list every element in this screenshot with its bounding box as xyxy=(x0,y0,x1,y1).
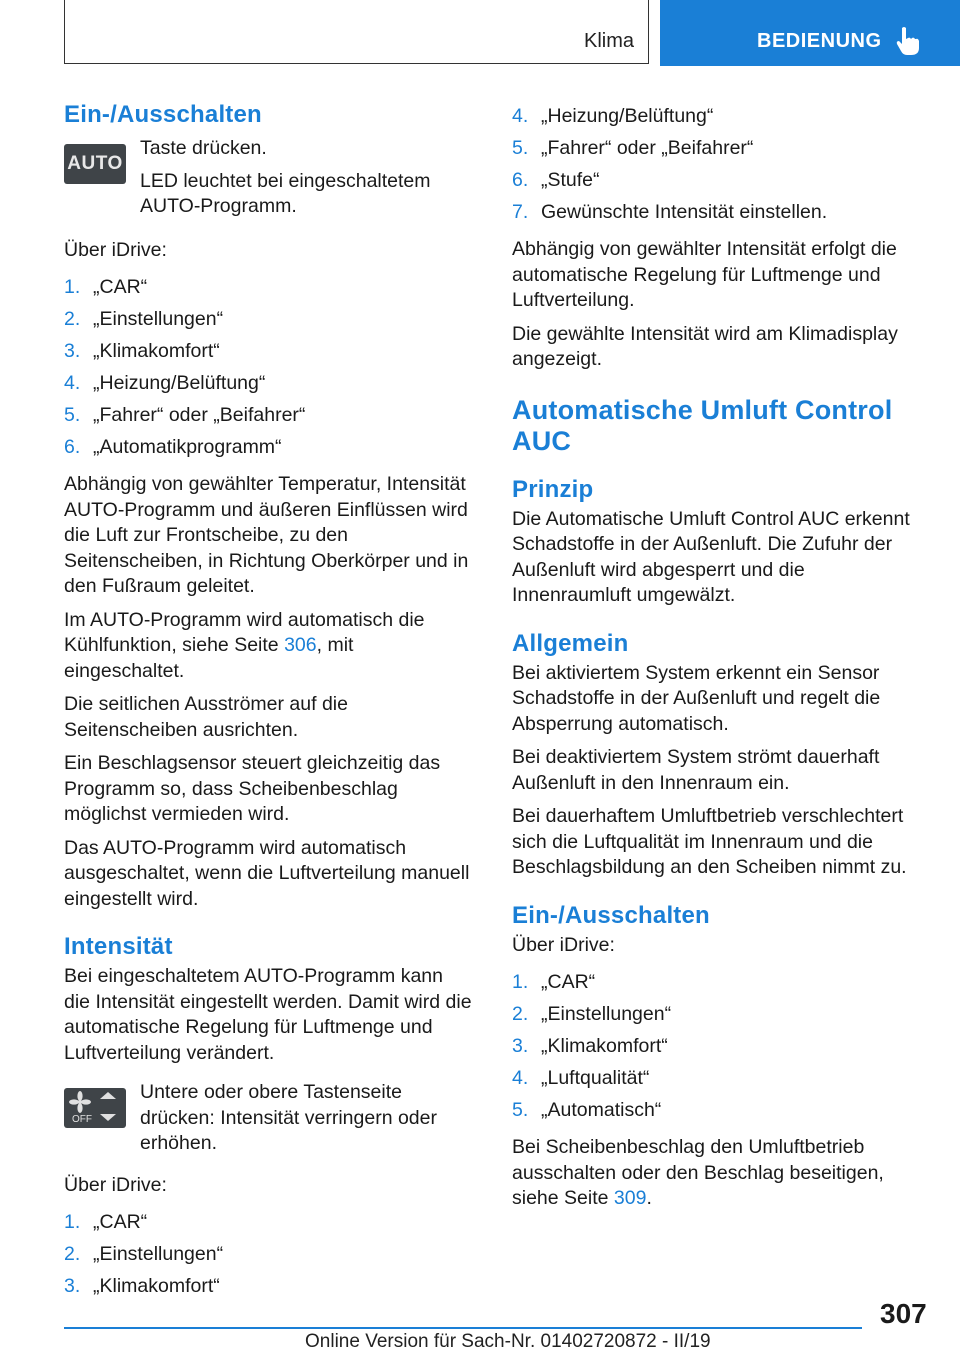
section-heading-intensitaet: Intensität xyxy=(64,933,173,960)
idrive-intro: Über iDrive: xyxy=(512,933,615,956)
paragraph: Das AUTO-Programm wird automatisch ausgeschaltet, wenn die Luftverteilung manuell eingestellt wird. xyxy=(64,836,470,910)
idrive-intro: Über iDrive: xyxy=(64,238,167,261)
subheading-allgemein: Allgemein xyxy=(512,629,629,657)
right-column xyxy=(512,104,927,1220)
idrive-steps-auto xyxy=(64,275,474,467)
paragraph: Bei Scheibenbeschlag den Umluftbetrieb ausschalten oder den Beschlag beseitigen, siehe Seite 309. xyxy=(512,1136,884,1209)
paragraph: Bei eingeschaltetem AUTO-Programm kann die Intensität eingestellt werden. Damit wird die automatische Regelung für Luftmenge und Luftverteilung verändert. xyxy=(64,965,472,1064)
auto-button-description xyxy=(140,136,474,228)
off-label: OFF xyxy=(72,1114,92,1125)
page-number: 307 xyxy=(880,1298,927,1329)
fan-updown-icon xyxy=(64,1088,126,1128)
list-item: 3. „Klimakomfort“ xyxy=(64,1275,220,1297)
section-heading-ein-aus: Ein-/Ausschalten xyxy=(64,101,262,128)
idrive-steps-intensity xyxy=(64,1210,474,1306)
subheading-ein-aus-auc: Ein-/Ausschalten xyxy=(512,901,710,929)
list-item: 1. „CAR“ xyxy=(64,276,148,298)
list-item: 2. „Einstellungen“ xyxy=(64,1243,224,1265)
list-item: 3. „Klimakomfort“ xyxy=(64,340,220,362)
list-item: 4. „Heizung/Belüftung“ xyxy=(64,372,266,394)
paragraph: Im AUTO-Programm wird automatisch die Kühlfunktion, siehe Seite 306, mit eingeschaltet. xyxy=(64,608,425,682)
section-tab-label: BEDIENUNG xyxy=(757,30,882,52)
list-item: 3. „Klimakomfort“ xyxy=(512,1035,668,1057)
intensity-button-icon xyxy=(64,1088,126,1128)
auto-button-row xyxy=(64,137,474,228)
list-item: 7. Gewünschte Intensität einstellen. xyxy=(512,201,828,223)
paragraph: Bei dauerhaftem Umluftbetrieb verschlechtert sich die Luftqualität im Innenraum und die Beschlagsbildung an den Scheiben nimmt zu. xyxy=(512,805,907,878)
list-item: 1. „CAR“ xyxy=(64,1211,148,1233)
paragraph: Bei aktiviertem System erkennt ein Sensor Schadstoffe in der Außenluft und regelt die Absperrung automatisch. xyxy=(512,661,881,735)
list-item: 4. „Luftqualität“ xyxy=(512,1067,650,1089)
list-item: 6. „Automatikprogramm“ xyxy=(64,436,282,458)
auto-button-icon xyxy=(64,144,126,184)
auto-button-label: AUTO xyxy=(67,153,123,175)
list-item: 5. „Automatisch“ xyxy=(512,1099,662,1121)
subheading-prinzip: Prinzip xyxy=(512,475,594,503)
section-tab[interactable] xyxy=(660,0,960,66)
paragraph: Die Automatische Umluft Control AUC erkennt Schadstoffe in der Außenluft. Die Zufuhr der Außenluft wird abgesperrt und die Innenraumluft umgewälzt. xyxy=(512,507,910,606)
press-button-text: Taste drücken. xyxy=(140,137,267,159)
idrive-steps-auc xyxy=(512,970,927,1130)
paragraph: Ein Beschlagsensor steuert gleichzeitig das Programm so, dass Scheibenbeschlag möglichst vermieden wird. xyxy=(64,752,441,825)
chapter-title: Klima xyxy=(583,30,634,52)
list-item: 1. „CAR“ xyxy=(512,971,596,993)
list-item: 4. „Heizung/Belüftung“ xyxy=(512,105,714,127)
list-item: 5. „Fahrer“ oder „Beifahrer“ xyxy=(512,137,754,159)
header-chapter-box xyxy=(64,0,649,64)
paragraph: Abhängig von gewählter Intensität erfolgt die automatische Regelung für Luftmenge und Luftverteilung. xyxy=(512,238,897,311)
paragraph: Abhängig von gewählter Temperatur, Intensität AUTO-Programm und äußeren Einflüssen wird die Luft zur Frontscheibe, zu den Seitenscheiben, in Richtung Oberkörper und in den Fußraum geleitet. xyxy=(64,473,469,597)
pointing-hand-icon xyxy=(896,26,922,56)
footer-online-version: Online Version für Sach-Nr. 01402720872 - II/19 xyxy=(305,1331,711,1352)
idrive-intro: Über iDrive: xyxy=(64,1173,167,1196)
paragraph: Bei deaktiviertem System strömt dauerhaft Außenluft in den Innenraum ein. xyxy=(512,746,880,794)
paragraph: Die seitlichen Ausströmer auf die Seitenscheiben ausrichten. xyxy=(64,693,348,741)
footer-divider xyxy=(64,1327,862,1329)
list-item: 2. „Einstellungen“ xyxy=(512,1003,672,1025)
list-item: 5. „Fahrer“ oder „Beifahrer“ xyxy=(64,404,306,426)
section-heading-auc: Automatische Umluft Control AUC xyxy=(512,394,893,456)
led-info-text: LED leuchtet bei eingeschaltetem AUTO-Programm. xyxy=(140,169,431,217)
list-item: 2. „Einstellungen“ xyxy=(64,308,224,330)
page-link-309[interactable]: 309 xyxy=(613,1187,647,1209)
idrive-steps-intensity-cont xyxy=(512,104,927,232)
intensity-button-row xyxy=(64,1081,474,1157)
page-link-306[interactable]: 306 xyxy=(284,634,317,656)
left-column xyxy=(64,100,474,1311)
intensity-button-description: Untere oder obere Tastenseite drücken: Intensität verringern oder erhöhen. xyxy=(140,1081,437,1154)
list-item: 6. „Stufe“ xyxy=(512,169,600,191)
paragraph: Die gewählte Intensität wird am Klimadisplay angezeigt. xyxy=(512,322,898,370)
